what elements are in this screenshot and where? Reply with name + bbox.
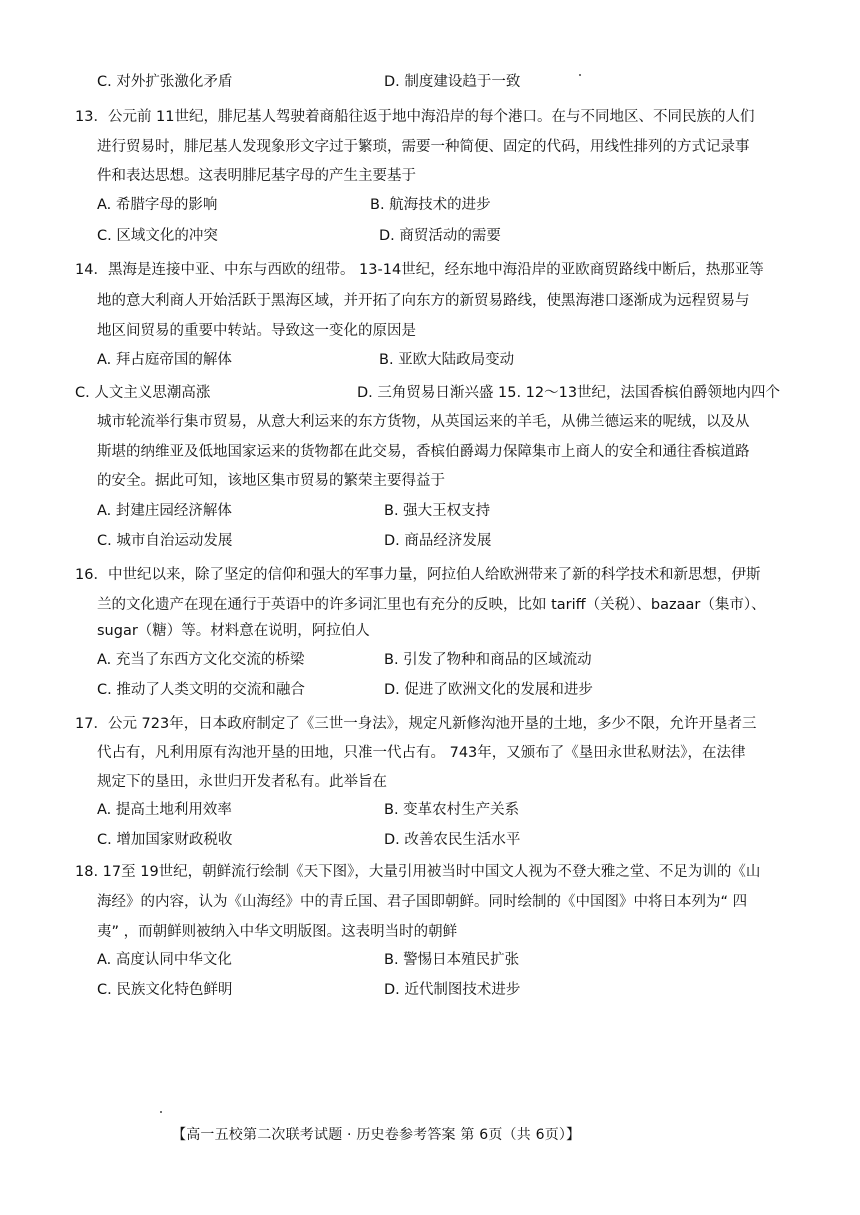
question-16-option-c: C. 推动了人类文明的交流和融合: [97, 682, 305, 698]
scan-dot: [160, 1111, 162, 1113]
question-14-option-b: B. 亚欧大陆政局变动: [379, 352, 515, 368]
question-16-option-d: D. 促进了欧洲文化的发展和进步: [384, 682, 593, 698]
question-15-option-a: A. 封建庄园经济解体: [97, 503, 232, 519]
question-18-line-2: 海经》的内容，认为《山海经》中的青丘国、君子国即朝鲜。同时绘制的《中国图》中将日本列为“ 四: [97, 894, 748, 910]
question-18-line-1: 18. 17至 19世纪，朝鲜流行绘制《天下图》，大量引用被当时中国文人视为不登大雅之堂、不足为训的《山: [75, 864, 761, 880]
question-13-line-2: 进行贸易时，腓尼基人发现象形文字过于繁琐，需要一种简便、固定的代码，用线性排列的方式记录事: [97, 139, 750, 155]
question-17-option-a: A. 提高土地利用效率: [97, 802, 232, 818]
question-14-option-c: C. 人文主义思潮高涨: [75, 385, 211, 401]
question-13-line-1: 13．公元前 11世纪，腓尼基人驾驶着商船往返于地中海沿岸的每个港口。在与不同地区、不同民族的人们: [75, 109, 755, 125]
question-17-option-b: B. 变革农村生产关系: [384, 802, 520, 818]
question-13-option-b: B. 航海技术的进步: [370, 197, 491, 213]
question-16-option-b: B. 引发了物种和商品的区域流动: [384, 652, 592, 668]
question-16-option-a: A. 充当了东西方文化交流的桥梁: [97, 652, 305, 668]
question-16-line-2: 兰的文化遗产在现在通行于英语中的许多词汇里也有充分的反映，比如 tariff（关税）、bazaar（集市）、: [97, 597, 766, 613]
page-footer: 【高一五校第二次联考试题 · 历史卷参考答案 第 6页（共 6页）】: [172, 1127, 581, 1143]
question-18-option-b: B. 警惕日本殖民扩张: [384, 952, 520, 968]
question-17-option-d: D. 改善农民生活水平: [384, 832, 521, 848]
question-15-line-2: 城市轮流举行集市贸易，从意大利运来的东方货物，从英国运来的羊毛，从佛兰德运来的呢绒，以及从: [97, 414, 750, 430]
question-15-line-4: 的安全。据此可知，该地区集市贸易的繁荣主要得益于: [97, 473, 445, 489]
scan-dot: [579, 74, 581, 76]
question-14-option-d: D. 三角贸易日渐兴盛 15. 12～13世纪，法国香槟伯爵领地内四个: [357, 385, 781, 401]
question-16-line-3: sugar（糖）等。材料意在说明，阿拉伯人: [97, 623, 370, 639]
q12-option-d: D. 制度建设趋于一致: [384, 74, 521, 90]
question-15-option-d: D. 商品经济发展: [384, 533, 492, 549]
question-17-option-c: C. 增加国家财政税收: [97, 832, 233, 848]
question-14-line-1: 14．黑海是连接中亚、中东与西欧的纽带。 13-14世纪，经东地中海沿岸的亚欧商贸路线中断后，热那亚等: [75, 262, 764, 278]
question-15-line-3: 斯堪的纳维亚及低地国家运来的货物都在此交易，香槟伯爵竭力保障集市上商人的安全和通往香槟道路: [97, 444, 750, 460]
question-18-option-c: C. 民族文化特色鲜明: [97, 982, 233, 998]
question-13-option-c: C. 区域文化的冲突: [97, 228, 218, 244]
q12-option-c: C. 对外扩张激化矛盾: [97, 74, 233, 90]
question-17-line-3: 规定下的垦田，永世归开发者私有。此举旨在: [97, 774, 387, 790]
question-16-line-1: 16．中世纪以来，除了坚定的信仰和强大的军事力量，阿拉伯人给欧洲带来了新的科学技术和新思想，伊斯: [75, 567, 761, 583]
question-15-option-b: B. 强大王权支持: [384, 503, 491, 519]
question-18-option-d: D. 近代制图技术进步: [384, 982, 521, 998]
question-13-option-a: A. 希腊字母的影响: [97, 197, 218, 213]
question-18-option-a: A. 高度认同中华文化: [97, 952, 232, 968]
question-13-option-d: D. 商贸活动的需要: [379, 228, 501, 244]
question-13-line-3: 件和表达思想。这表明腓尼基字母的产生主要基于: [97, 168, 416, 184]
question-17-line-2: 代占有，凡利用原有沟池开垦的田地，只准一代占有。 743年，又颁布了《垦田永世私财法》，在法律: [97, 745, 746, 761]
question-15-option-c: C. 城市自治运动发展: [97, 533, 233, 549]
question-14-line-3: 地区间贸易的重要中转站。导致这一变化的原因是: [97, 323, 416, 339]
question-14-option-a: A. 拜占庭帝国的解体: [97, 352, 232, 368]
question-18-line-3: 夷” ，而朝鲜则被纳入中华文明版图。这表明当时的朝鲜: [97, 924, 458, 940]
question-14-line-2: 地的意大利商人开始活跃于黑海区域，并开拓了向东方的新贸易路线，使黑海港口逐渐成为远程贸易与: [97, 293, 750, 309]
question-17-line-1: 17．公元 723年，日本政府制定了《三世一身法》，规定凡新修沟池开垦的土地，多少不限，允许开垦者三: [75, 716, 757, 732]
